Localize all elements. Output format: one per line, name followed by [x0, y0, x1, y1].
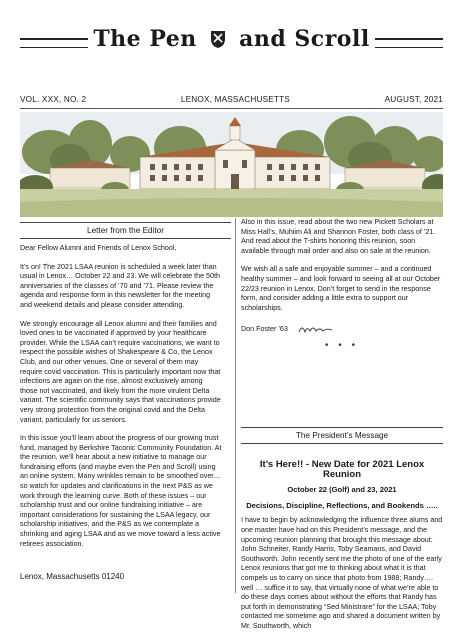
editor-letter-left-column: [20, 244, 222, 558]
editor-paragraph: Also in this issue, read about the two new Pickett Scholars at Miss Hall’s, Muhiim Ali and Shannon Foster, both class of ’21. And read about the T-shirts honoring this reunion, soon available through mail order and also on sale at the reunion.: [241, 218, 436, 255]
editor-paragraph: We strongly encourage all Lenox alumni and their families and loved ones to be vaccinated if approved by your healthcare provider. While the LSAA can’t require vaccinations, we want to respect the possible wishes of Shakespeare & Co, the Lenox Club, and our other venues. One or several of them may require covid vaccination. This is particularly important now that infections are again on the rise, almost exclusively among those not vaccinated, and likely from the more virulent Delta variant. The scientific community says that vaccinations provide very strong protection from the original covid and the Delta variant, particularly for us seniors.: [20, 319, 221, 424]
handwritten-signature: [296, 322, 336, 336]
editor-paragraph: It’s on! The 2021 LSAA reunion is scheduled a week later than usual in Lenox… October 22 and 23. We will celebrate the 50th anniversaries of the classes of ’70 and ’71. Please review the agenda and response form in this newsletter for the meeting and weekend details and please consider attending.: [20, 262, 220, 309]
president-headline: It’s Here!! - New Date for 2021 Lenox Reunion: [259, 459, 425, 480]
reunion-date: October 22 (Golf) and 23, 2021: [287, 485, 397, 495]
editor-salutation: Dear Fellow Alumni and Friends of Lenox School,: [20, 244, 177, 252]
signature-row: [241, 322, 443, 336]
masthead-rule-right: [375, 38, 443, 48]
masthead-rule-left: [20, 38, 88, 48]
editor-signature-name: Don Foster ’63: [241, 324, 288, 333]
president-paragraph: I have to begin by acknowledging the influence three alums and one master have had on this President’s message, and the upcoming reunion planning that brought this message about: John Schneiter, Randy Harris, Toby Seamans, and David Southworth. John recently sent me the photo of one of the early Lenox reunions that got me to thinking about what it is that compels us to carry on since that photo from 1988; Randy…. well … suffice it to say, that virtually none of what we’re able to do these days comes about without the efforts that Randy has put forth in demonstrating “Sed Ministrare” for the LSAA; Toby contacted me sometime ago and shared a document written by Mr. Southworth, which: [241, 516, 443, 630]
president-section-heading: The President’s Message: [241, 427, 443, 444]
editor-section-heading: Letter from the Editor: [20, 222, 231, 239]
footer-address: Lenox, Massachusetts 01240: [20, 572, 125, 581]
issue-place: LENOX, MASSACHUSETTS: [180, 95, 290, 104]
newsletter-title: [90, 26, 373, 52]
issue-date: AUGUST, 2021: [384, 95, 443, 104]
issue-volume: VOL. XXX, NO. 2: [20, 95, 87, 104]
editor-paragraph: In this issue you’ll learn about the progress of our growing trust fund, managed by Berkshire Taconic Community Foundation. At the reunion, we’ll hear about a new initiative to manage our fundraising efforts (and maybe even the Pen and Scroll) using an online system. Many wrinkles remain to be smoothed over… so watch for updates and clarifications in the next P&S as we work through the learning curve. Both of these issues – our scholarship trust and our online fundraising initiative – are important considerations for sustaining the LSAA legacy, our scholarship initiatives, and the P&S as we contemplate a shrinking and aging LSAA and as we move toward a less active retirees association.: [20, 434, 222, 548]
editor-paragraph: We wish all a safe and enjoyable summer – and a continued healthy summer – and look forward to seeing all at our October 22/23 reunion in Lenox. Don’t forget to send in the response form, and consider adding a little extra to support our scholarships.: [241, 265, 441, 312]
issue-line: [20, 95, 443, 104]
president-message: [241, 460, 443, 632]
campus-illustration: [20, 112, 443, 217]
president-subtitle: Decisions, Discipline, Reflections, and Bookends …..: [246, 500, 438, 510]
crest-icon: [209, 29, 227, 49]
title-right: and Scroll: [239, 26, 370, 52]
issue-rule: [20, 108, 443, 109]
masthead: [20, 26, 443, 60]
title-left: The Pen: [93, 26, 197, 52]
editor-letter-right-column: [241, 218, 443, 358]
section-separator-stars: * * *: [325, 342, 359, 352]
column-divider: [235, 218, 236, 593]
